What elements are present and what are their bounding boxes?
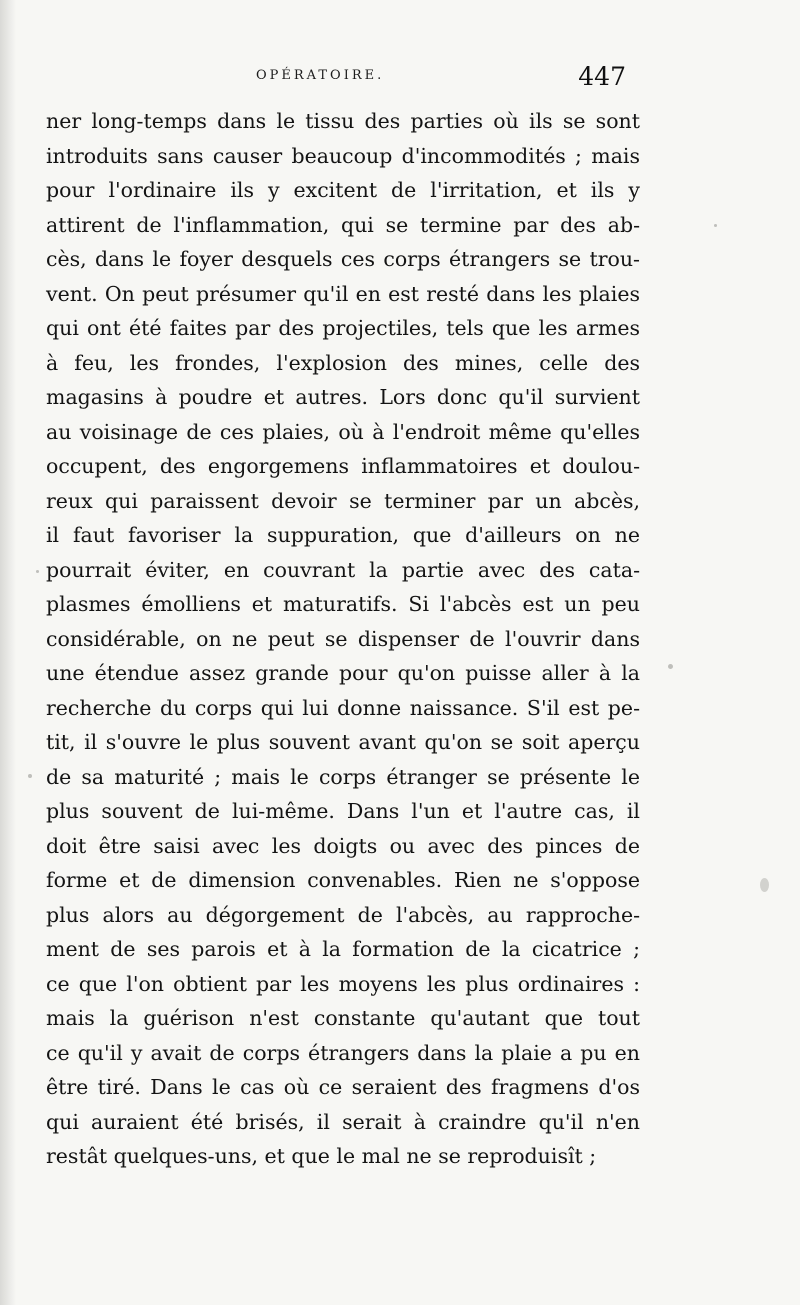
paper-speck — [28, 774, 32, 778]
paper-speck — [714, 224, 717, 227]
text-line: à feu, les frondes, l'explosion des mines, celle des — [46, 350, 640, 375]
text-line: pourrait éviter, en couvrant la partie avec des cata- — [46, 557, 640, 582]
text-line: il faut favoriser la suppuration, que d'ailleurs on ne — [46, 523, 640, 547]
text-line: reux qui paraissent devoir se terminer par un abcès, — [46, 488, 640, 513]
text-line: magasins à poudre et autres. Lors donc qu'il survient — [46, 385, 640, 409]
text-line: attirent de l'inflammation, qui se termine par des ab- — [46, 212, 640, 237]
page-number: 447 — [578, 62, 626, 91]
text-line: de sa maturité ; mais le corps étranger se présente le — [46, 764, 640, 789]
text-line: être tiré. Dans le cas où ce seraient des fragmens d'os — [46, 1075, 640, 1099]
text-line: introduits sans causer beaucoup d'incommodités ; mais — [46, 143, 640, 168]
text-line: doit être saisi avec les doigts ou avec des pinces de — [46, 833, 640, 858]
text-line: considérable, on ne peut se dispenser de l'ouvrir dans — [46, 626, 640, 651]
running-head: OPÉRATOIRE. — [256, 68, 385, 83]
text-line: restât quelques-uns, et que le mal ne se reproduisît ; — [46, 1144, 597, 1168]
page-header — [256, 64, 626, 104]
text-line: au voisinage de ces plaies, où à l'endroit même qu'elles — [46, 419, 640, 444]
text-line: cès, dans le foyer desquels ces corps étrangers se trou- — [46, 247, 640, 271]
text-line: ner long-temps dans le tissu des parties où ils se sont — [46, 109, 640, 133]
paper-speck — [760, 878, 769, 892]
page-spine-shadow — [0, 0, 16, 1305]
paper-speck — [36, 570, 39, 573]
text-line: mais la guérison n'est constante qu'autant que tout — [46, 1006, 640, 1030]
text-line: plus souvent de lui-même. Dans l'un et l'autre cas, il — [46, 799, 640, 823]
text-line: ce que l'on obtient par les moyens les plus ordinaires : — [46, 971, 640, 996]
text-line: occupent, des engorgemens inflammatoires et doulou- — [46, 454, 640, 478]
paper-speck — [668, 664, 673, 669]
text-line: tit, il s'ouvre le plus souvent avant qu'on se soit aperçu — [46, 730, 640, 754]
text-line: une étendue assez grande pour qu'on puisse aller à la — [46, 661, 640, 685]
text-line: qui ont été faites par des projectiles, tels que les armes — [46, 316, 640, 340]
text-line: plus alors au dégorgement de l'abcès, au rapproche- — [46, 902, 640, 927]
text-line: ce qu'il y avait de corps étrangers dans la plaie a pu en — [46, 1040, 640, 1065]
text-line: ment de ses parois et à la formation de la cicatrice ; — [46, 937, 640, 961]
text-line: plasmes émolliens et maturatifs. Si l'abcès est un peu — [46, 592, 640, 616]
text-line: recherche du corps qui lui donne naissance. S'il est pe- — [46, 695, 640, 720]
body-text — [46, 104, 640, 1174]
text-line: vent. On peut présumer qu'il en est resté dans les plaies — [46, 281, 640, 306]
text-line: forme et de dimension convenables. Rien ne s'oppose — [46, 868, 640, 892]
text-line: pour l'ordinaire ils y excitent de l'irritation, et ils y — [46, 178, 640, 202]
text-line: qui auraient été brisés, il serait à craindre qu'il n'en — [46, 1109, 640, 1134]
